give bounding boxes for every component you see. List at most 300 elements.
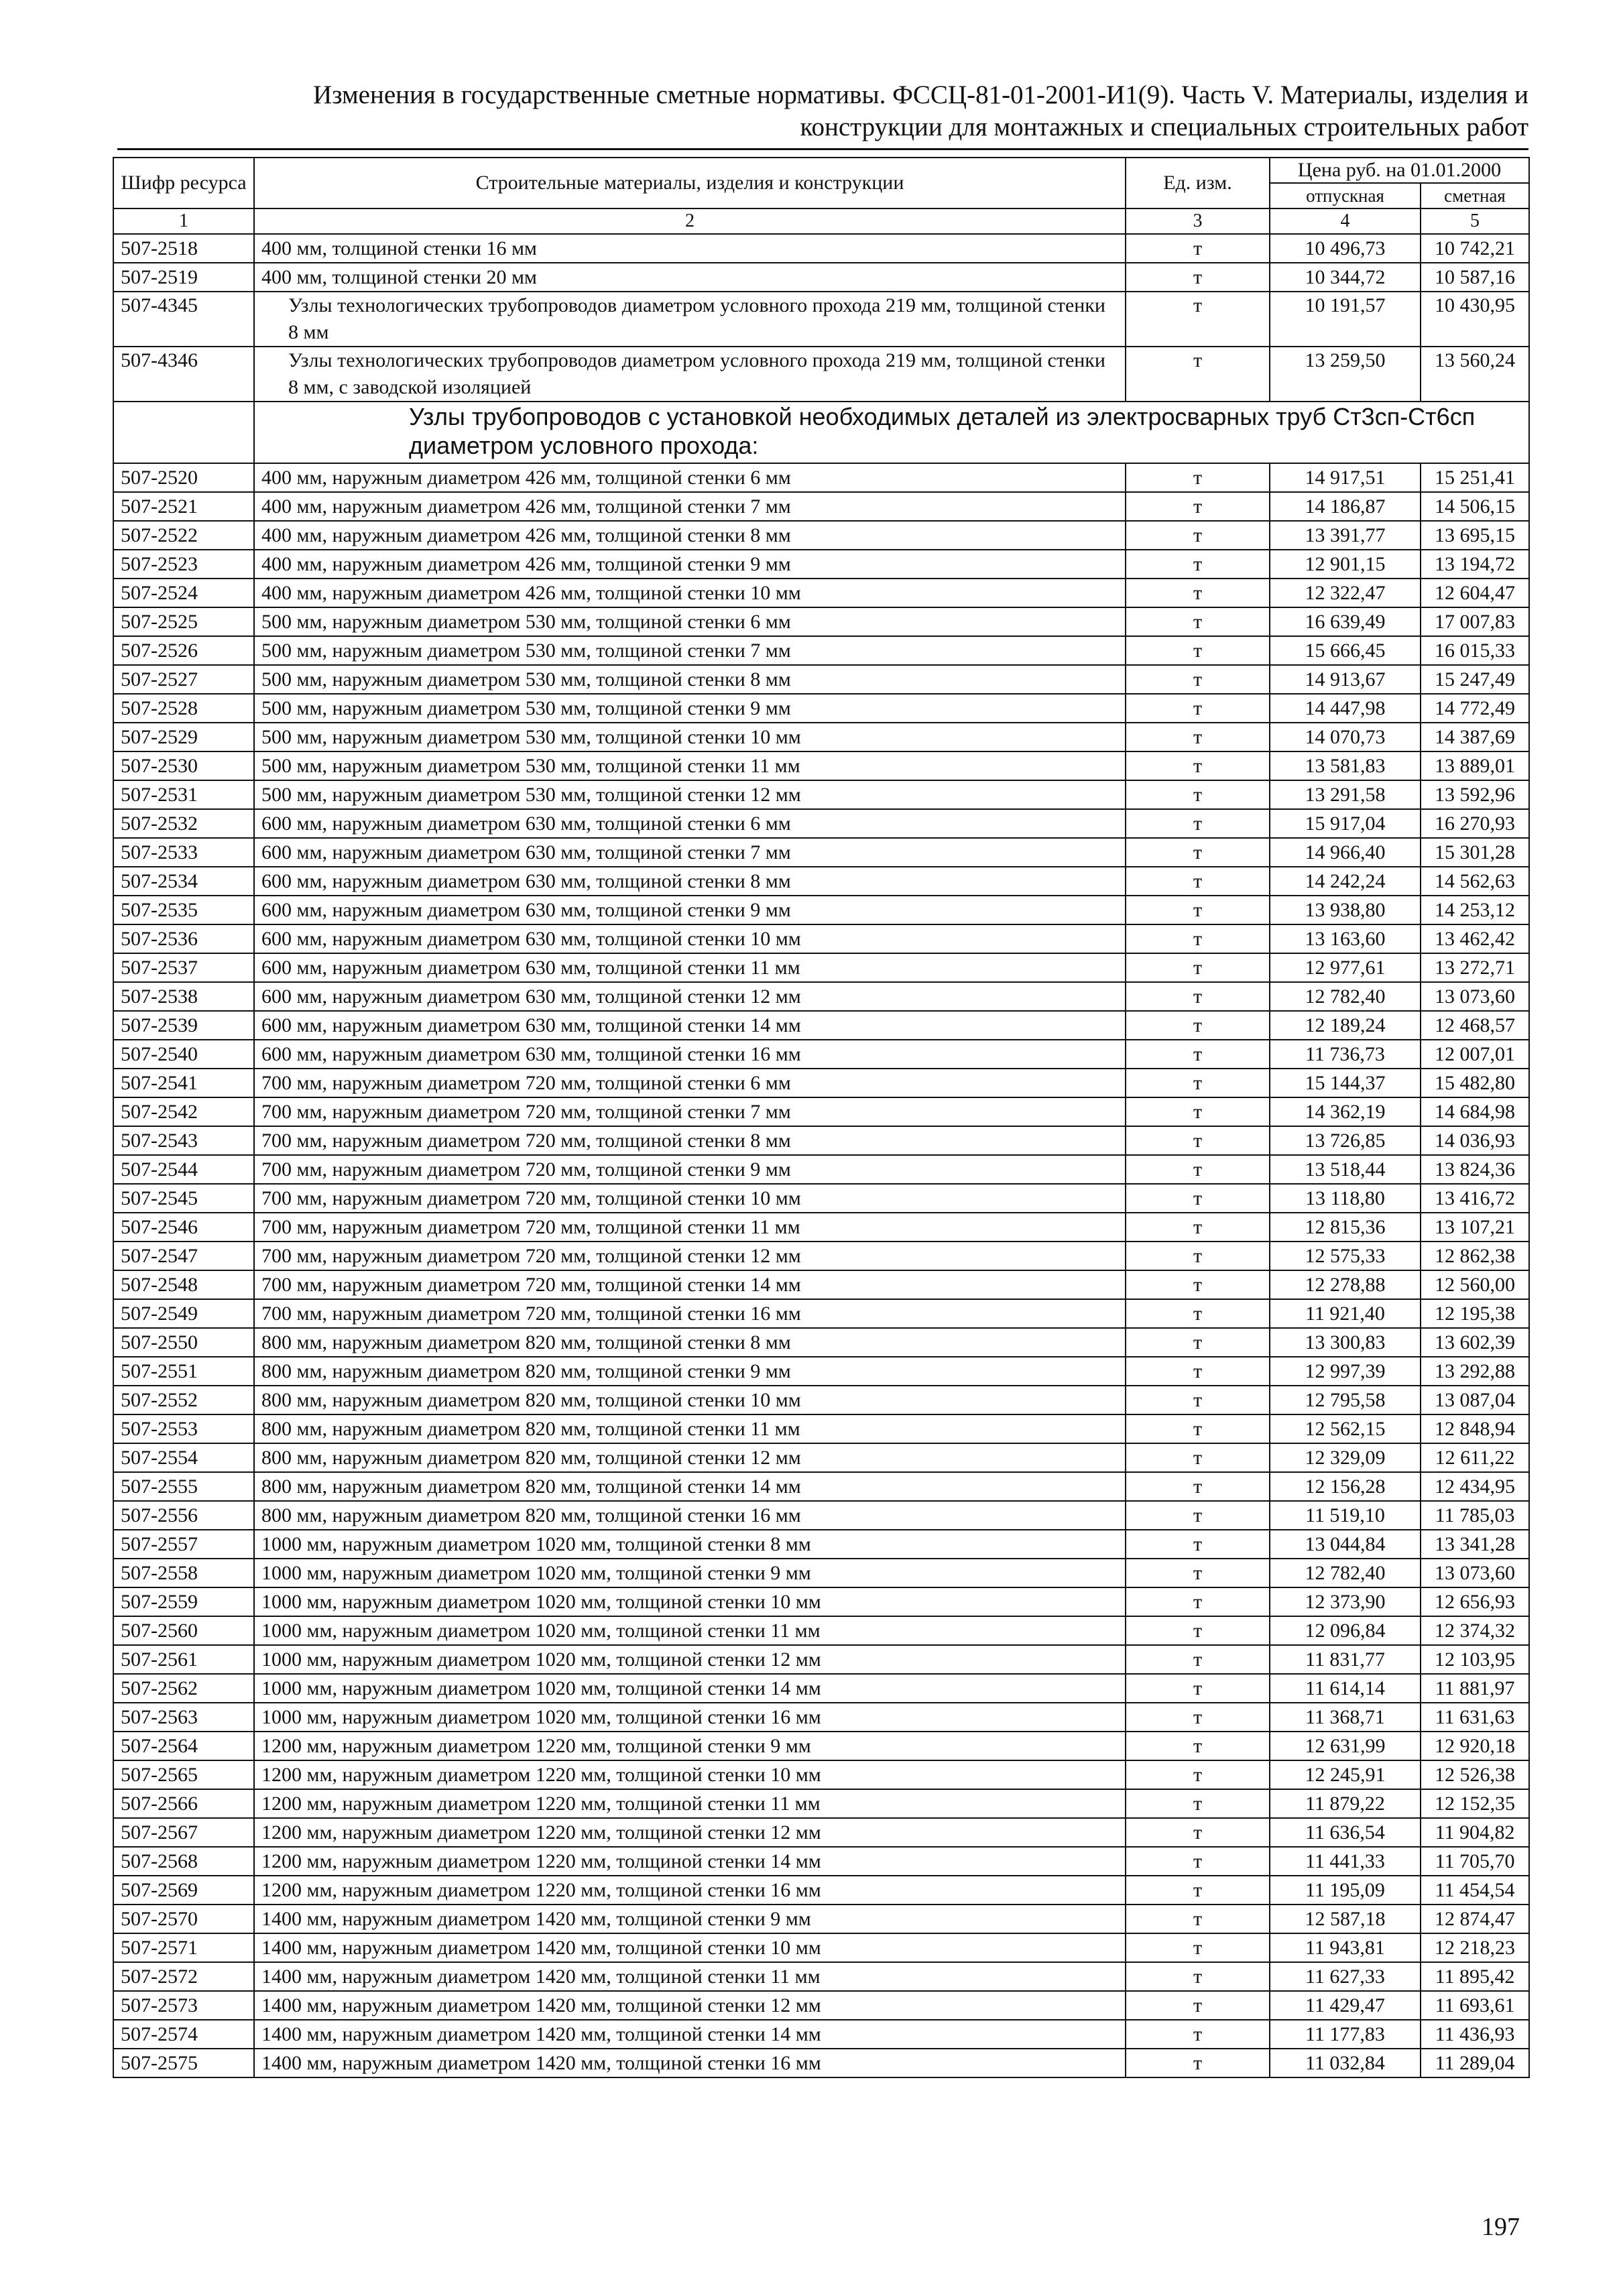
table-row [113,234,1529,263]
estimate-price: 13 695,15 [1421,521,1529,550]
table-row [113,292,1529,347]
resource-code: 507-2562 [113,1674,254,1703]
unit: т [1126,636,1270,665]
material-name: 400 мм, наружным диаметром 426 мм, толщиной стенки 10 мм [254,579,1126,607]
estimate-price: 15 482,80 [1421,1069,1529,1097]
estimate-price: 13 292,88 [1421,1357,1529,1386]
header-release-price: отпускная [1270,183,1421,208]
unit: т [1126,1962,1270,1991]
table-row [113,1789,1529,1818]
unit: т [1126,1847,1270,1876]
material-name: 1000 мм, наружным диаметром 1020 мм, толщиной стенки 9 мм [254,1559,1126,1587]
release-price: 11 368,71 [1270,1703,1421,1732]
table-row [113,1905,1529,1933]
material-name: 600 мм, наружным диаметром 630 мм, толщиной стенки 6 мм [254,809,1126,838]
release-price: 13 581,83 [1270,751,1421,780]
release-price: 12 156,28 [1270,1472,1421,1501]
release-price: 12 782,40 [1270,982,1421,1011]
unit: т [1126,263,1270,292]
table-row [113,1414,1529,1443]
unit: т [1126,1876,1270,1905]
column-number: 5 [1421,208,1529,234]
release-price: 14 362,19 [1270,1097,1421,1126]
release-price: 12 587,18 [1270,1905,1421,1933]
estimate-price: 14 387,69 [1421,723,1529,751]
estimate-price: 10 742,21 [1421,234,1529,263]
unit: т [1126,1443,1270,1472]
page-number: 197 [1482,2213,1520,2241]
resource-code: 507-2526 [113,636,254,665]
table-row [113,780,1529,809]
unit: т [1126,1184,1270,1213]
unit: т [1126,867,1270,896]
table-row [113,1703,1529,1732]
unit: т [1126,1097,1270,1126]
estimate-price: 16 270,93 [1421,809,1529,838]
resource-code: 507-2543 [113,1126,254,1155]
release-price: 11 831,77 [1270,1645,1421,1674]
resource-code: 507-2522 [113,521,254,550]
table-row [113,838,1529,867]
unit: т [1126,1905,1270,1933]
resource-code: 507-2547 [113,1242,254,1270]
material-name: 1400 мм, наружным диаметром 1420 мм, толщиной стенки 14 мм [254,2020,1126,2049]
resource-code: 507-2527 [113,665,254,694]
material-name: 700 мм, наружным диаметром 720 мм, толщиной стенки 12 мм [254,1242,1126,1270]
release-price: 11 032,84 [1270,2049,1421,2077]
material-name: 1400 мм, наружным диаметром 1420 мм, толщиной стенки 16 мм [254,2049,1126,2077]
resource-code: 507-2518 [113,234,254,263]
material-name: 1000 мм, наружным диаметром 1020 мм, толщиной стенки 12 мм [254,1645,1126,1674]
release-price: 12 245,91 [1270,1760,1421,1789]
estimate-price: 10 587,16 [1421,263,1529,292]
unit: т [1126,1587,1270,1616]
resource-code: 507-2524 [113,579,254,607]
material-name: 700 мм, наружным диаметром 720 мм, толщиной стенки 8 мм [254,1126,1126,1155]
estimate-price: 12 862,38 [1421,1242,1529,1270]
table-row [113,607,1529,636]
release-price: 11 879,22 [1270,1789,1421,1818]
material-name: 800 мм, наружным диаметром 820 мм, толщиной стенки 14 мм [254,1472,1126,1501]
release-price: 12 782,40 [1270,1559,1421,1587]
material-name: 700 мм, наружным диаметром 720 мм, толщиной стенки 6 мм [254,1069,1126,1097]
estimate-price: 13 073,60 [1421,982,1529,1011]
release-price: 11 195,09 [1270,1876,1421,1905]
estimate-price: 12 560,00 [1421,1270,1529,1299]
resource-code: 507-2569 [113,1876,254,1905]
release-price: 14 242,24 [1270,867,1421,896]
material-name: 500 мм, наружным диаметром 530 мм, толщиной стенки 9 мм [254,694,1126,723]
material-name: 500 мм, наружным диаметром 530 мм, толщиной стенки 7 мм [254,636,1126,665]
table-row [113,723,1529,751]
unit: т [1126,1559,1270,1587]
material-name: 800 мм, наружным диаметром 820 мм, толщиной стенки 9 мм [254,1357,1126,1386]
unit: т [1126,2049,1270,2077]
resource-code: 507-2542 [113,1097,254,1126]
release-price: 11 627,33 [1270,1962,1421,1991]
unit: т [1126,1011,1270,1040]
material-name: Узлы технологических трубопроводов диаметром условного прохода 219 мм, толщиной стенки 8 мм, с заводской изоляцией [254,347,1126,402]
table-row [113,1069,1529,1097]
table-row [113,1616,1529,1645]
resource-code: 507-2541 [113,1069,254,1097]
table-row [113,1501,1529,1530]
table-row [113,492,1529,521]
unit: т [1126,1501,1270,1530]
resource-code: 507-2558 [113,1559,254,1587]
estimate-price: 12 195,38 [1421,1299,1529,1328]
table-row [113,463,1529,492]
material-name: 1200 мм, наружным диаметром 1220 мм, толщиной стенки 14 мм [254,1847,1126,1876]
estimate-price: 13 889,01 [1421,751,1529,780]
table-row [113,1587,1529,1616]
estimate-price: 12 611,22 [1421,1443,1529,1472]
material-name: 1200 мм, наружным диаметром 1220 мм, толщиной стенки 9 мм [254,1732,1126,1760]
resource-code: 507-2545 [113,1184,254,1213]
resource-code: 507-2555 [113,1472,254,1501]
unit: т [1126,1040,1270,1069]
resource-code: 507-2536 [113,924,254,953]
unit: т [1126,1760,1270,1789]
release-price: 12 977,61 [1270,953,1421,982]
release-price: 11 441,33 [1270,1847,1421,1876]
estimate-price: 15 247,49 [1421,665,1529,694]
release-price: 11 519,10 [1270,1501,1421,1530]
estimate-price: 12 526,38 [1421,1760,1529,1789]
resource-code: 507-2560 [113,1616,254,1645]
table-row [113,1818,1529,1847]
estimate-price: 14 684,98 [1421,1097,1529,1126]
release-price: 12 096,84 [1270,1616,1421,1645]
material-name: 600 мм, наружным диаметром 630 мм, толщиной стенки 7 мм [254,838,1126,867]
resource-code: 507-2561 [113,1645,254,1674]
estimate-price: 12 152,35 [1421,1789,1529,1818]
release-price: 10 496,73 [1270,234,1421,263]
unit: т [1126,896,1270,924]
table-row [113,953,1529,982]
table-row [113,982,1529,1011]
release-price: 13 938,80 [1270,896,1421,924]
unit: т [1126,492,1270,521]
section-title: Узлы трубопроводов с установкой необходимых деталей из электросварных труб Ст3сп-Ст6сп диаметром условного прохода: [254,402,1529,463]
material-name: 700 мм, наружным диаметром 720 мм, толщиной стенки 9 мм [254,1155,1126,1184]
column-number: 3 [1126,208,1270,234]
table-row [113,1184,1529,1213]
material-name: 500 мм, наружным диаметром 530 мм, толщиной стенки 10 мм [254,723,1126,751]
unit: т [1126,1386,1270,1414]
resource-code: 507-2519 [113,263,254,292]
material-name: 1000 мм, наружным диаметром 1020 мм, толщиной стенки 8 мм [254,1530,1126,1559]
table-row [113,1126,1529,1155]
estimate-price: 15 301,28 [1421,838,1529,867]
table-row [113,1991,1529,2020]
material-name: 600 мм, наружным диаметром 630 мм, толщиной стенки 14 мм [254,1011,1126,1040]
release-price: 11 177,83 [1270,2020,1421,2049]
column-number: 4 [1270,208,1421,234]
estimate-price: 13 560,24 [1421,347,1529,402]
table-row [113,1011,1529,1040]
unit: т [1126,924,1270,953]
table-row [113,550,1529,579]
resource-code: 507-2549 [113,1299,254,1328]
estimate-price: 12 218,23 [1421,1933,1529,1962]
material-name: 700 мм, наружным диаметром 720 мм, толщиной стенки 10 мм [254,1184,1126,1213]
header-line-2: конструкции для монтажных и специальных строительных работ [800,113,1528,141]
release-price: 14 186,87 [1270,492,1421,521]
material-name: 400 мм, наружным диаметром 426 мм, толщиной стенки 8 мм [254,521,1126,550]
estimate-price: 17 007,83 [1421,607,1529,636]
table-row [113,924,1529,953]
estimate-price: 13 194,72 [1421,550,1529,579]
table-row [113,347,1529,402]
unit: т [1126,1126,1270,1155]
material-name: 400 мм, толщиной стенки 16 мм [254,234,1126,263]
unit: т [1126,1155,1270,1184]
resource-code: 507-2534 [113,867,254,896]
resource-code: 507-2532 [113,809,254,838]
estimate-price: 12 374,32 [1421,1616,1529,1645]
material-name: 600 мм, наружным диаметром 630 мм, толщиной стенки 11 мм [254,953,1126,982]
release-price: 12 901,15 [1270,550,1421,579]
resource-code: 507-2553 [113,1414,254,1443]
estimate-price: 11 631,63 [1421,1703,1529,1732]
estimate-price: 14 506,15 [1421,492,1529,521]
release-price: 13 391,77 [1270,521,1421,550]
material-name: 600 мм, наружным диаметром 630 мм, толщиной стенки 8 мм [254,867,1126,896]
estimate-price: 12 848,94 [1421,1414,1529,1443]
unit: т [1126,1357,1270,1386]
table-row [113,1530,1529,1559]
material-name: 1200 мм, наружным диаметром 1220 мм, толщиной стенки 12 мм [254,1818,1126,1847]
unit: т [1126,1328,1270,1357]
table-row [113,1155,1529,1184]
unit: т [1126,694,1270,723]
material-name: 700 мм, наружным диаметром 720 мм, толщиной стенки 7 мм [254,1097,1126,1126]
unit: т [1126,751,1270,780]
table-row [113,1645,1529,1674]
estimate-price: 12 874,47 [1421,1905,1529,1933]
resource-code: 507-2557 [113,1530,254,1559]
table-row [113,694,1529,723]
estimate-price: 11 705,70 [1421,1847,1529,1876]
material-name: 1400 мм, наружным диаметром 1420 мм, толщиной стенки 12 мм [254,1991,1126,2020]
material-name: 500 мм, наружным диаметром 530 мм, толщиной стенки 11 мм [254,751,1126,780]
release-price: 12 322,47 [1270,579,1421,607]
material-name: 800 мм, наружным диаметром 820 мм, толщиной стенки 11 мм [254,1414,1126,1443]
release-price: 13 518,44 [1270,1155,1421,1184]
table-row [113,1933,1529,1962]
estimate-price: 13 087,04 [1421,1386,1529,1414]
estimate-price: 12 656,93 [1421,1587,1529,1616]
resource-code: 507-2565 [113,1760,254,1789]
price-table [113,157,1530,2078]
release-price: 14 070,73 [1270,723,1421,751]
estimate-price: 12 103,95 [1421,1645,1529,1674]
material-name: 1200 мм, наружным диаметром 1220 мм, толщиной стенки 16 мм [254,1876,1126,1905]
table-row [113,579,1529,607]
table-row [113,896,1529,924]
estimate-price: 14 772,49 [1421,694,1529,723]
material-name: 1000 мм, наружным диаметром 1020 мм, толщиной стенки 11 мм [254,1616,1126,1645]
resource-code: 507-2537 [113,953,254,982]
table-row [113,521,1529,550]
table-row [113,1732,1529,1760]
release-price: 12 631,99 [1270,1732,1421,1760]
release-price: 13 163,60 [1270,924,1421,953]
estimate-price: 13 602,39 [1421,1328,1529,1357]
table-row [113,1472,1529,1501]
unit: т [1126,1242,1270,1270]
table-row [113,809,1529,838]
resource-code: 507-2548 [113,1270,254,1299]
release-price: 10 191,57 [1270,292,1421,347]
estimate-price: 11 436,93 [1421,2020,1529,2049]
estimate-price: 13 592,96 [1421,780,1529,809]
material-name: 500 мм, наружным диаметром 530 мм, толщиной стенки 8 мм [254,665,1126,694]
table-row [113,1357,1529,1386]
estimate-price: 11 693,61 [1421,1991,1529,2020]
resource-code: 507-2572 [113,1962,254,1991]
estimate-price: 14 036,93 [1421,1126,1529,1155]
unit: т [1126,665,1270,694]
unit: т [1126,1732,1270,1760]
estimate-price: 13 416,72 [1421,1184,1529,1213]
material-name: 1400 мм, наружным диаметром 1420 мм, толщиной стенки 9 мм [254,1905,1126,1933]
release-price: 12 278,88 [1270,1270,1421,1299]
material-name: Узлы технологических трубопроводов диаметром условного прохода 219 мм, толщиной стенки 8 мм [254,292,1126,347]
material-name: 1000 мм, наружным диаметром 1020 мм, толщиной стенки 16 мм [254,1703,1126,1732]
release-price: 12 815,36 [1270,1213,1421,1242]
table-row [113,867,1529,896]
estimate-price: 12 468,57 [1421,1011,1529,1040]
material-name: 800 мм, наружным диаметром 820 мм, толщиной стенки 10 мм [254,1386,1126,1414]
material-name: 600 мм, наружным диаметром 630 мм, толщиной стенки 16 мм [254,1040,1126,1069]
unit: т [1126,550,1270,579]
table-row [113,263,1529,292]
estimate-price: 13 272,71 [1421,953,1529,982]
table-row [113,665,1529,694]
resource-code: 507-2566 [113,1789,254,1818]
resource-code: 507-2554 [113,1443,254,1472]
unit: т [1126,723,1270,751]
unit: т [1126,347,1270,402]
release-price: 14 917,51 [1270,463,1421,492]
resource-code: 507-2540 [113,1040,254,1069]
material-name: 600 мм, наружным диаметром 630 мм, толщиной стенки 12 мм [254,982,1126,1011]
resource-code: 507-2563 [113,1703,254,1732]
resource-code: 507-2574 [113,2020,254,2049]
resource-code: 507-2568 [113,1847,254,1876]
estimate-price: 11 454,54 [1421,1876,1529,1905]
resource-code: 507-2521 [113,492,254,521]
release-price: 15 666,45 [1270,636,1421,665]
estimate-price: 12 604,47 [1421,579,1529,607]
release-price: 13 259,50 [1270,347,1421,402]
material-name: 800 мм, наружным диаметром 820 мм, толщиной стенки 8 мм [254,1328,1126,1357]
unit: т [1126,809,1270,838]
release-price: 12 795,58 [1270,1386,1421,1414]
table-row [113,1242,1529,1270]
table-row [113,1559,1529,1587]
resource-code: 507-2529 [113,723,254,751]
resource-code: 507-2551 [113,1357,254,1386]
material-name: 1200 мм, наружным диаметром 1220 мм, толщиной стенки 11 мм [254,1789,1126,1818]
material-name: 1200 мм, наружным диаметром 1220 мм, толщиной стенки 10 мм [254,1760,1126,1789]
resource-code: 507-2571 [113,1933,254,1962]
unit: т [1126,1472,1270,1501]
unit: т [1126,1933,1270,1962]
estimate-price: 13 824,36 [1421,1155,1529,1184]
unit: т [1126,1703,1270,1732]
resource-code: 507-2528 [113,694,254,723]
release-price: 11 636,54 [1270,1818,1421,1847]
unit: т [1126,234,1270,263]
unit: т [1126,1270,1270,1299]
material-name: 700 мм, наружным диаметром 720 мм, толщиной стенки 14 мм [254,1270,1126,1299]
section-code-cell [113,402,254,463]
release-price: 12 997,39 [1270,1357,1421,1386]
section-row [113,402,1529,463]
material-name: 1000 мм, наружным диаметром 1020 мм, толщиной стенки 14 мм [254,1674,1126,1703]
unit: т [1126,292,1270,347]
unit: т [1126,1213,1270,1242]
release-price: 14 966,40 [1270,838,1421,867]
table-body [113,234,1529,2077]
table-row [113,636,1529,665]
material-name: 800 мм, наружным диаметром 820 мм, толщиной стенки 12 мм [254,1443,1126,1472]
header-line-1: Изменения в государственные сметные нормативы. ФССЦ-81-01-2001-И1(9). Часть V. Материалы, изделия и [312,80,1528,109]
table-row [113,1847,1529,1876]
resource-code: 507-2552 [113,1386,254,1414]
unit: т [1126,2020,1270,2049]
unit: т [1126,1818,1270,1847]
resource-code: 507-2550 [113,1328,254,1357]
release-price: 10 344,72 [1270,263,1421,292]
header-estimate-price: сметная [1421,183,1529,208]
header-code: Шифр ресурса [113,158,254,208]
table-row [113,1213,1529,1242]
table-row [113,1962,1529,1991]
unit: т [1126,1674,1270,1703]
header-price: Цена руб. на 01.01.2000 [1270,158,1529,183]
estimate-price: 11 881,97 [1421,1674,1529,1703]
estimate-price: 13 073,60 [1421,1559,1529,1587]
material-name: 1400 мм, наружным диаметром 1420 мм, толщиной стенки 11 мм [254,1962,1126,1991]
unit: т [1126,953,1270,982]
table-row [113,1097,1529,1126]
unit: т [1126,521,1270,550]
resource-code: 507-2544 [113,1155,254,1184]
release-price: 13 291,58 [1270,780,1421,809]
resource-code: 507-2564 [113,1732,254,1760]
unit: т [1126,607,1270,636]
release-price: 13 726,85 [1270,1126,1421,1155]
estimate-price: 12 007,01 [1421,1040,1529,1069]
resource-code: 507-4346 [113,347,254,402]
unit: т [1126,838,1270,867]
document-header [117,79,1528,143]
resource-code: 507-2538 [113,982,254,1011]
material-name: 600 мм, наружным диаметром 630 мм, толщиной стенки 9 мм [254,896,1126,924]
release-price: 11 943,81 [1270,1933,1421,1962]
estimate-price: 13 107,21 [1421,1213,1529,1242]
table-row [113,2049,1529,2077]
unit: т [1126,579,1270,607]
resource-code: 507-2559 [113,1587,254,1616]
estimate-price: 11 895,42 [1421,1962,1529,1991]
release-price: 11 429,47 [1270,1991,1421,2020]
release-price: 11 614,14 [1270,1674,1421,1703]
